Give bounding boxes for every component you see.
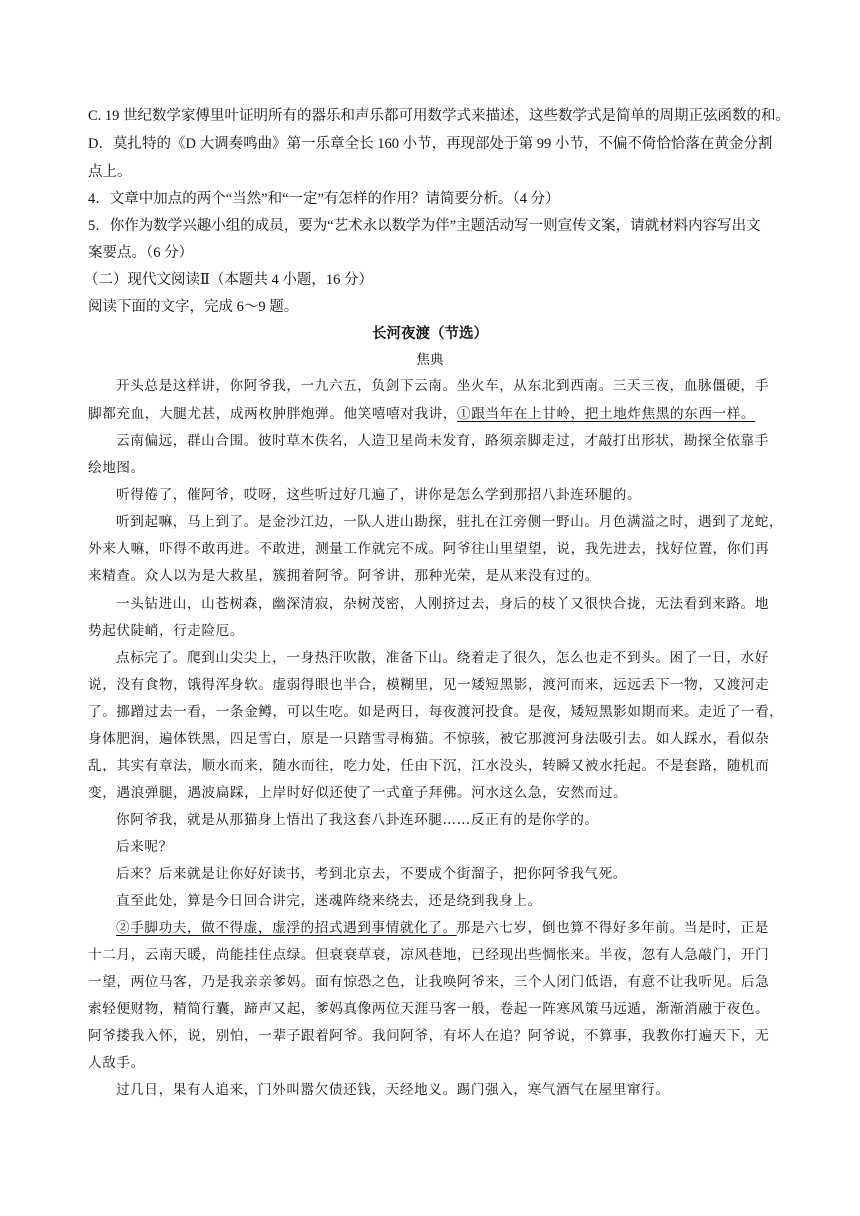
option-d-line1: D．莫扎特的《D 大调奏鸣曲》第一乐章全长 160 小节，再现部处于第 99 小节，不偏不倚恰恰落在黄金分割 xyxy=(88,136,773,152)
paragraph-1-line1: 开头总是这样讲，你阿爷我，一九六五，负剑下云南。坐火车，从东北到西南。三天三夜，血脉僵硬，手 xyxy=(116,378,769,394)
paragraph-6-line6: 变，遇浪弹腿，遇波扁踩，上岸时好似还使了一式童子拜佛。河水这么急，安然而过。 xyxy=(88,785,628,801)
article-author: 焦典 xyxy=(416,352,444,368)
option-c: C. 19 世纪数学家傅里叶证明所有的器乐和声乐都可用数学式来描述，这些数学式是简单的周期正弦函数的和。 xyxy=(88,108,791,124)
paragraph-2-line1: 云南偏远，群山合围。彼时草木佚名，人造卫星尚未发育，路须亲脚走过，才敲打出形状，勘探全依靠手 xyxy=(116,433,769,449)
paragraph-6-line5: 乱，其实有章法，顺水而来，随水而往，吃力处，任由下沉，江水没头，转瞬又被水托起。不是套路，随机而 xyxy=(88,758,770,774)
paragraph-5-line2: 势起伏陡峭，行走险厄。 xyxy=(88,623,245,639)
paragraph-4-line1: 听到起嘛，马上到了。是金沙江边，一队人进山勘探，驻扎在江旁侧一野山。月色满溢之时，遇到了龙蛇， xyxy=(116,514,784,530)
paragraph-6-line3: 了。挪蹭过去一看，一条金鳟，可以生吃。如是两日，每夜渡河投食。是夜，矮短黑影如期而来。走近了一看， xyxy=(88,704,784,720)
paragraph-6-line4: 身体肥润，遍体铁黑，四足雪白，原是一只踏雪寻梅猫。不惊骇，被它那渡河身法吸引去。如人踩水，看似杂 xyxy=(88,731,770,747)
paragraph-5-line1: 一头钻进山，山苍树森，幽深清寂，杂树茂密，人刚挤过去，身后的枝丫又很快合拢，无法看到来路。地 xyxy=(116,596,769,612)
paragraph-11-line2: 十二月，云南天暖，尚能挂住点绿。但衰衰草衰，凉风巷地，已经现出些惆怅来。半夜，忽有人急敲门，开门 xyxy=(88,947,770,963)
paragraph-8: 后来呢？ xyxy=(116,839,173,855)
paragraph-1-text: 脚都充血，大腿尤甚，成两枚肿胖炮弹。他笑嘻嘻对我讲， xyxy=(88,406,458,422)
paragraph-9: 后来？后来就是让你好好读书，考到北京去，不要成个街溜子，把你阿爷我气死。 xyxy=(116,866,627,882)
paragraph-6-line2: 说，没有食物，饿得浑身软。虚弱得眼也半合，模糊里，见一矮短黑影，渡河而来，远远丢下一物，又渡河走 xyxy=(88,677,770,693)
underlined-sentence-1: ①跟当年在上甘岭，把土地炸焦黑的东西一样。 xyxy=(457,406,756,422)
article-title: 长河夜渡（节选） xyxy=(372,326,488,342)
paragraph-11-text: 那是六七岁，倒也算不得好多年前。当是时，正是 xyxy=(456,920,769,936)
paragraph-11-line6: 人敌手。 xyxy=(88,1055,145,1071)
section-header: （二）现代文阅读Ⅱ（本题共 4 小题，16 分） xyxy=(84,272,373,288)
paragraph-4-line2: 外来人嘛，吓得不敢再进。不敢进，测量工作就完不成。阿爷往山里望望，说，我先进去，找好位置，你们再 xyxy=(88,541,770,557)
question-5-line2: 案要点。（6 分） xyxy=(88,245,194,261)
underlined-sentence-2: ②手脚功夫，做不得虚，虚浮的招式遇到事情就化了。 xyxy=(116,920,457,936)
option-d-line2: 点上。 xyxy=(88,164,132,180)
paragraph-6-line1: 点标完了。爬到山尖尖上，一身热汗吹散，准备下山。绕着走了很久，怎么也走不到头。困了一日，水好 xyxy=(116,650,769,666)
paragraph-11-line4: 索轻便财物，精简行囊，蹄声又起，爹妈真像两位天涯马客一般，卷起一阵寒风策马远遁，渐渐消融于夜色。 xyxy=(88,1001,770,1017)
section-instruction: 阅读下面的文字，完成 6～9 题。 xyxy=(88,299,299,315)
paragraph-12: 过几日，果有人追来，门外叫嚣欠债还钱，天经地义。踢门强入，寒气酒气在屋里窜行。 xyxy=(116,1082,670,1098)
paragraph-11-line5: 阿爷搂我入怀，说，别怕，一辈子跟着阿爷。我问阿爷，有坏人在追？阿爷说，不算事，我教你打遍天下，无 xyxy=(88,1028,770,1044)
question-5-line1: 5．你作为数学兴趣小组的成员，要为“艺术永以数学为伴”主题活动写一则宣传文案，请就材料内容写出文 xyxy=(88,218,761,234)
paragraph-3: 听得倦了，催阿爷，哎呀，这些听过好几遍了，讲你是怎么学到那招八卦连环腿的。 xyxy=(116,487,642,503)
paragraph-1-line2 xyxy=(88,404,788,424)
paragraph-10: 直至此处，算是今日回合讲完，迷魂阵绕来绕去，还是绕到我身上。 xyxy=(116,893,542,909)
paragraph-2-line2: 绘地图。 xyxy=(88,460,145,476)
paragraph-7: 你阿爷我，就是从那猫身上悟出了我这套八卦连环腿……反正有的是你学的。 xyxy=(116,812,599,828)
paragraph-4-line3: 来精查。众人以为是大救星，簇拥着阿爷。阿爷讲，那种光荣，是从来没有过的。 xyxy=(88,568,599,584)
paragraph-11-line1 xyxy=(116,918,816,938)
question-4: 4．文章中加点的两个“当然”和“一定”有怎样的作用？请简要分析。（4 分） xyxy=(88,191,560,207)
paragraph-11-line3: 一望，两位马客，乃是我亲亲爹妈。面有惊恐之色，让我唤阿爷来，三个人闭门低语，有意不让我听见。后急 xyxy=(88,974,770,990)
